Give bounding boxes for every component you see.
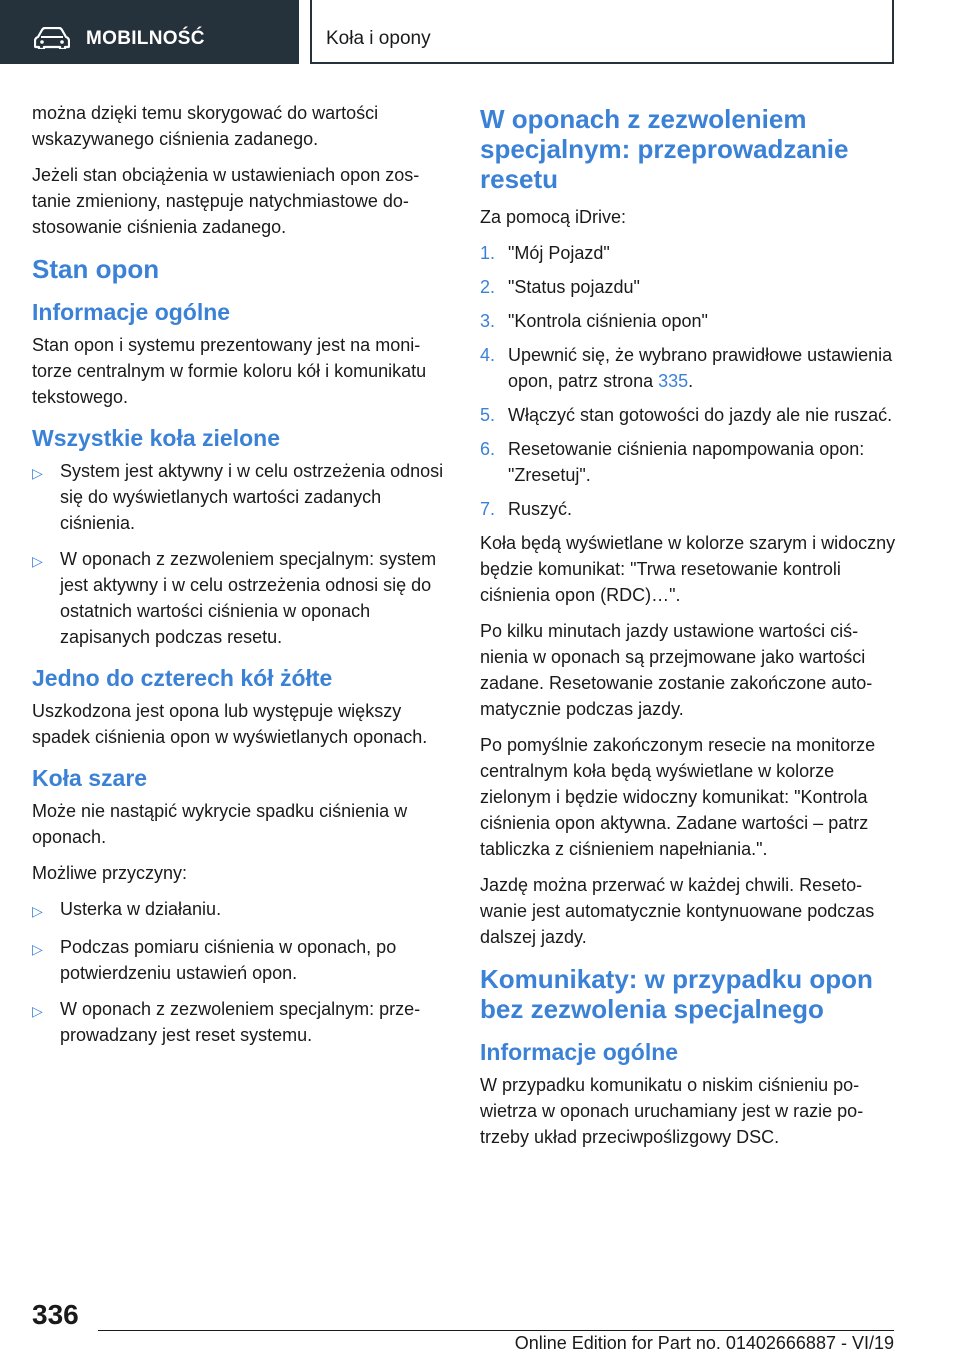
triangle-bullet-icon: ▷ [32, 1003, 43, 1019]
section-header [0, 0, 299, 64]
heading-grey: Koła szare [32, 765, 148, 791]
paragraph: Jazdę można przerwać w każdej chwili. Resetowanie jest automatycznie kontynuowane podczas dalszej jazdy. [480, 875, 875, 947]
paragraph: Możliwe przyczyny: [32, 863, 188, 883]
chapter-title: Koła i opony [326, 28, 431, 49]
paragraph: Koła będą wyświetlane w kolorze szarym i widoczny będzie komunikat: "Trwa resetowanie kontroli ciśnienia opon (RDC)…". [480, 533, 896, 605]
paragraph: W przypadku komunikatu o niskim ciśnieniu powietrza w oponach uruchamiany jest w razie potrzeby układ przeciwpoślizgowy DSC. [480, 1075, 864, 1147]
list-item: ▷ Podczas pomiaru ciśnienia w oponach, po potwierdzeniu ustawień opon. [32, 934, 450, 986]
step-item: 6. Resetowanie ciśnienia napompowania opon: "Zresetuj". [480, 439, 865, 485]
step-item: 3. "Kontrola ciśnienia opon" [480, 311, 708, 331]
step-item: 7. Ruszyć. [480, 499, 573, 519]
triangle-bullet-icon: ▷ [32, 941, 43, 957]
edition-footer: Online Edition for Part no. 01402666887 - VI/19 [514, 1333, 894, 1353]
paragraph: Może nie nastąpić wykrycie spadku ciśnienia w oponach. [32, 801, 408, 847]
page-number: 336 [32, 1299, 79, 1330]
car-icon [34, 27, 70, 49]
left-column [32, 100, 450, 1058]
footer-divider [98, 1330, 894, 1331]
paragraph: Uszkodzona jest opona lub występuje większy spadek ciśnienia opon w wyświetlanych oponach. [32, 701, 428, 747]
heading-stan-opon: Stan opon [32, 254, 160, 284]
heading-komunikaty: Komunikaty: w przypadku opon bez zezwolenia specjalnego [480, 964, 873, 1024]
step-item: 2. "Status pojazdu" [480, 277, 640, 297]
heading-reset: W oponach z zezwoleniem specjalnym: przeprowadzanie resetu [480, 104, 849, 194]
triangle-bullet-icon: ▷ [32, 553, 43, 569]
section-title: MOBILNOŚĆ [86, 28, 205, 49]
paragraph: Po kilku minutach jazdy ustawione wartości ciśnienia w oponach są przejmowane jako wartości zadane. Resetowanie zostanie zakończone automatycznie podczas jazdy. [480, 621, 873, 719]
right-column [480, 100, 896, 1160]
step-item: 5. Włączyć stan gotowości do jazdy ale nie ruszać. [480, 405, 893, 425]
paragraph: można dzięki temu skorygować do wartości wskazywanego ciśnienia zadanego. [32, 103, 379, 149]
triangle-bullet-icon: ▷ [32, 903, 43, 919]
paragraph: Stan opon i systemu prezentowany jest na monitorze centralnym w formie koloru kół i komunikatu tekstowego. [32, 335, 427, 407]
step-item: 4. Upewnić się, że wybrano prawidłowe ustawienia opon, patrz strona 335. [480, 345, 893, 391]
chapter-tab [310, 0, 894, 64]
triangle-bullet-icon: ▷ [32, 465, 43, 481]
heading-green: Wszystkie koła zielone [32, 425, 280, 451]
paragraph: Jeżeli stan obciążenia w ustawieniach opon zostanie zmieniony, następuje natychmiastowe dostosowanie ciśnienia zadanego. [32, 165, 420, 237]
list-item: ▷ Usterka w działaniu. [32, 896, 450, 924]
list-item: ▷ W oponach z zezwoleniem specjalnym: przeprowadzany jest reset systemu. [32, 996, 450, 1048]
paragraph: Po pomyślnie zakończonym resecie na monitorze centralnym koła będą wyświetlane w kolorze zielonym i będzie widoczny komunikat: "Kontrola ciśnienia opon aktywna. Zadane wartości – patrz tabliczka z ciśnieniem napełniania.". [480, 735, 876, 859]
step-item: 1. "Mój Pojazd" [480, 243, 610, 263]
heading-yellow: Jedno do czterech kół żółte [32, 665, 333, 691]
heading-informacje: Informacje ogólne [32, 299, 231, 325]
list-item: ▷ System jest aktywny i w celu ostrzeżenia odnosi się do wyświetlanych wartości zadanych ciśnienia. [32, 458, 450, 536]
page-link[interactable]: 335 [658, 371, 689, 391]
heading-informacje-2: Informacje ogólne [480, 1039, 679, 1065]
list-item: ▷ W oponach z zezwoleniem specjalnym: system jest aktywny i w celu ostrzeżenia odnosi się do ostatnich wartości ciśnienia w oponach zapisanych podczas resetu. [32, 546, 450, 650]
paragraph: Za pomocą iDrive: [480, 207, 627, 227]
